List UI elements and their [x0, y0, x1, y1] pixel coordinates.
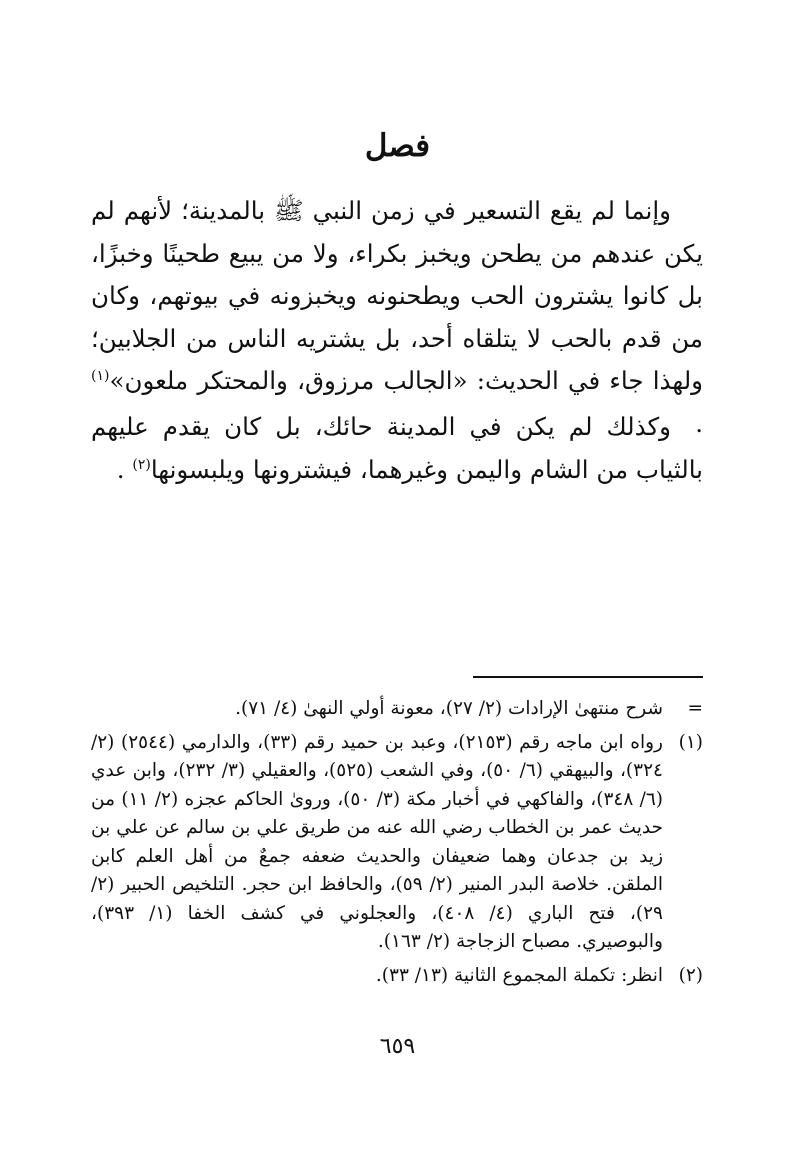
- paragraph-1-end: .: [695, 408, 703, 438]
- page-number: ٦٥٩: [379, 1034, 416, 1059]
- footnote-1: [91, 729, 703, 957]
- footnote-mark: (٢): [678, 964, 703, 986]
- paragraph-2-main: وكذلك لم يكن في المدينة حائك، بل كان يقدم عليهم بالثياب من الشام واليمن وغيرهما، فيشترونها ويلبسونها: [91, 412, 703, 484]
- footnote-divider: [473, 676, 703, 678]
- footnote-ref-2[interactable]: (٢): [132, 456, 151, 473]
- section-heading: فصل: [364, 128, 431, 164]
- footnote-continuation: [91, 695, 703, 724]
- footnote-text: شرح منتهىٰ الإرادات (٢/ ٢٧)، معونة أولي النهىٰ (٤/ ٧١).: [235, 698, 663, 719]
- paragraph-2-end: .: [116, 454, 125, 484]
- footnote-2: [91, 962, 703, 991]
- footnote-mark: =: [687, 698, 703, 719]
- footnote-mark: (١): [678, 731, 703, 753]
- footnote-text: رواه ابن ماجه رقم (٢١٥٣)، وعبد بن حميد رقم (٣٣)، والدارمي (٢٥٤٤) (٢/ ٣٢٤)، والبيهقي (٦/ ٥٠)، وفي الشعب (٥٢٥)، والعقيلي (٣/ ٢٣٢)، وابن عدي (٦/ ٣٤٨)، والفاكهي في أخبار مكة (٣/ ٥٠)، وروىٰ الحاكم عجزه (٢/ ١١) من حديث عمر بن الخطاب رضي الله عنه من طريق علي بن سالم عن علي بن زيد بن جدعان وهما ضعيفان والحديث ضعفه جمعٌ من أهل العلم كابن الملقن. خلاصة البدر المنير (٢/ ٥٩)، والحافظ ابن حجر. التلخيص الحبير (٢/ ٢٩)، فتح الباري (٤/ ٤٠٨)، والعجلوني في كشف الخفا (١/ ٣٩٣)، والبوصيري. مصباح الزجاجة (٢/ ١٦٣).: [91, 731, 664, 952]
- paragraph-1-main: وإنما لم يقع التسعير في زمن النبي ﷺ بالمدينة؛ لأنهم لم يكن عندهم من يطحن ويخبز بكراء، ولا من يبيع طحينًا وخبزًا، بل كانوا يشترون الحب ويطحنونه ويخبزونه في بيوتهم، وكان من قدم بالحب لا يتلقاه أحد، بل يشتريه الناس من الجلابين؛ ولهذا جاء في الحديث: «الجالب مرزوق، والمحتكر ملعون»: [91, 196, 703, 395]
- footnote-ref-1[interactable]: (١): [91, 367, 110, 384]
- main-paragraph-2: [91, 406, 703, 491]
- paragraph-2-text: [91, 406, 703, 491]
- footnote-text: انظر: تكملة المجموع الثانية (١٣/ ٣٣).: [375, 964, 663, 986]
- footnotes: [91, 695, 703, 995]
